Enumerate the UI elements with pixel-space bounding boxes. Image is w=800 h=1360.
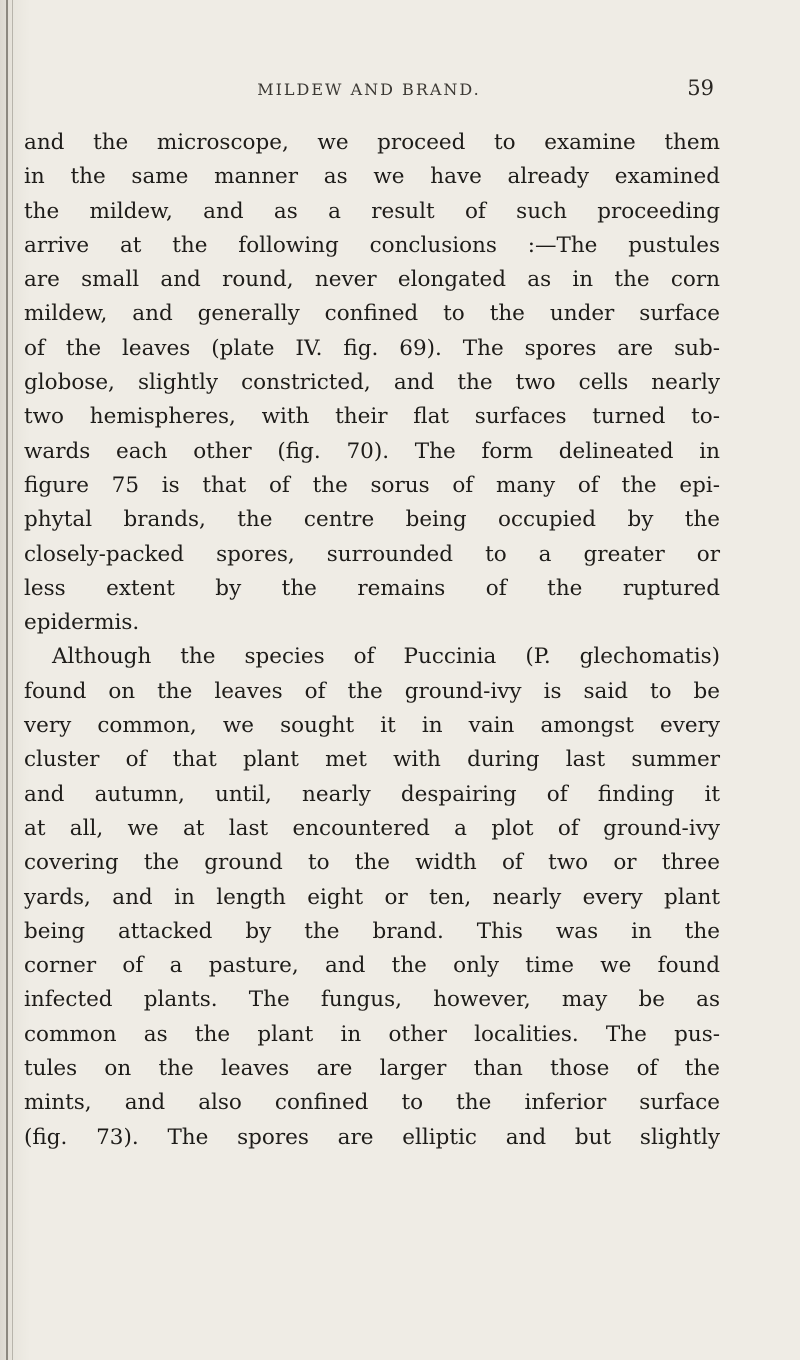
text-line: and the microscope, we proceed to examine them: [24, 130, 720, 155]
text-line: and autumn, until, nearly despairing of finding it: [24, 781, 720, 807]
text-line: being attacked by the brand. This was in the: [24, 918, 720, 944]
text-line: found on the leaves of the ground-ivy is said to be: [24, 678, 720, 704]
text-line: globose, slightly constricted, and the two cells nearly: [24, 370, 720, 396]
body-text: [24, 126, 720, 1155]
paragraph-end-line: epidermis.: [24, 610, 140, 636]
text-line: closely-packed spores, surrounded to a greater or: [24, 541, 720, 567]
text-line: in the same manner as we have already examined: [24, 164, 720, 190]
binding-edge: [6, 0, 8, 1360]
running-header: [24, 76, 714, 110]
text-line: yards, and in length eight or ten, nearly every plant: [24, 884, 720, 910]
text-line: mints, and also confined to the inferior surface: [24, 1090, 720, 1116]
text-line: cluster of that plant met with during last summer: [24, 747, 720, 773]
paragraph-start-line: Although the species of Puccinia (P. glechomatis): [52, 644, 720, 670]
text-line: figure 75 is that of the sorus of many of the epi-: [24, 472, 720, 498]
page-number: 59: [687, 76, 714, 100]
text-line: infected plants. The fungus, however, may be as: [24, 987, 720, 1013]
text-line: phytal brands, the centre being occupied by the: [24, 507, 720, 533]
text-line: are small and round, never elongated as in the corn: [24, 267, 720, 293]
text-line: two hemispheres, with their flat surfaces turned to-: [24, 404, 720, 430]
text-line: arrive at the following conclusions :—The pustules: [24, 232, 720, 258]
text-line: (fig. 73). The spores are elliptic and but slightly: [24, 1124, 720, 1150]
running-title: MILDEW AND BRAND.: [257, 80, 481, 99]
text-line: of the leaves (plate IV. fig. 69). The spores are sub-: [24, 335, 720, 361]
text-line: mildew, and generally confined to the under surface: [24, 301, 720, 327]
text-line: wards each other (fig. 70). The form delineated in: [24, 438, 720, 464]
text-line: the mildew, and as a result of such proceeding: [24, 198, 720, 224]
text-line: less extent by the remains of the ruptured: [24, 575, 720, 601]
text-line: tules on the leaves are larger than those of the: [24, 1056, 720, 1082]
text-line: corner of a pasture, and the only time we found: [24, 953, 720, 979]
binding-shadow: [12, 0, 13, 1360]
text-line: common as the plant in other localities. The pus-: [24, 1021, 720, 1047]
text-line: at all, we at last encountered a plot of ground-ivy: [24, 815, 720, 841]
text-line: very common, we sought it in vain amongst every: [24, 713, 720, 739]
text-line: covering the ground to the width of two or three: [24, 850, 720, 876]
